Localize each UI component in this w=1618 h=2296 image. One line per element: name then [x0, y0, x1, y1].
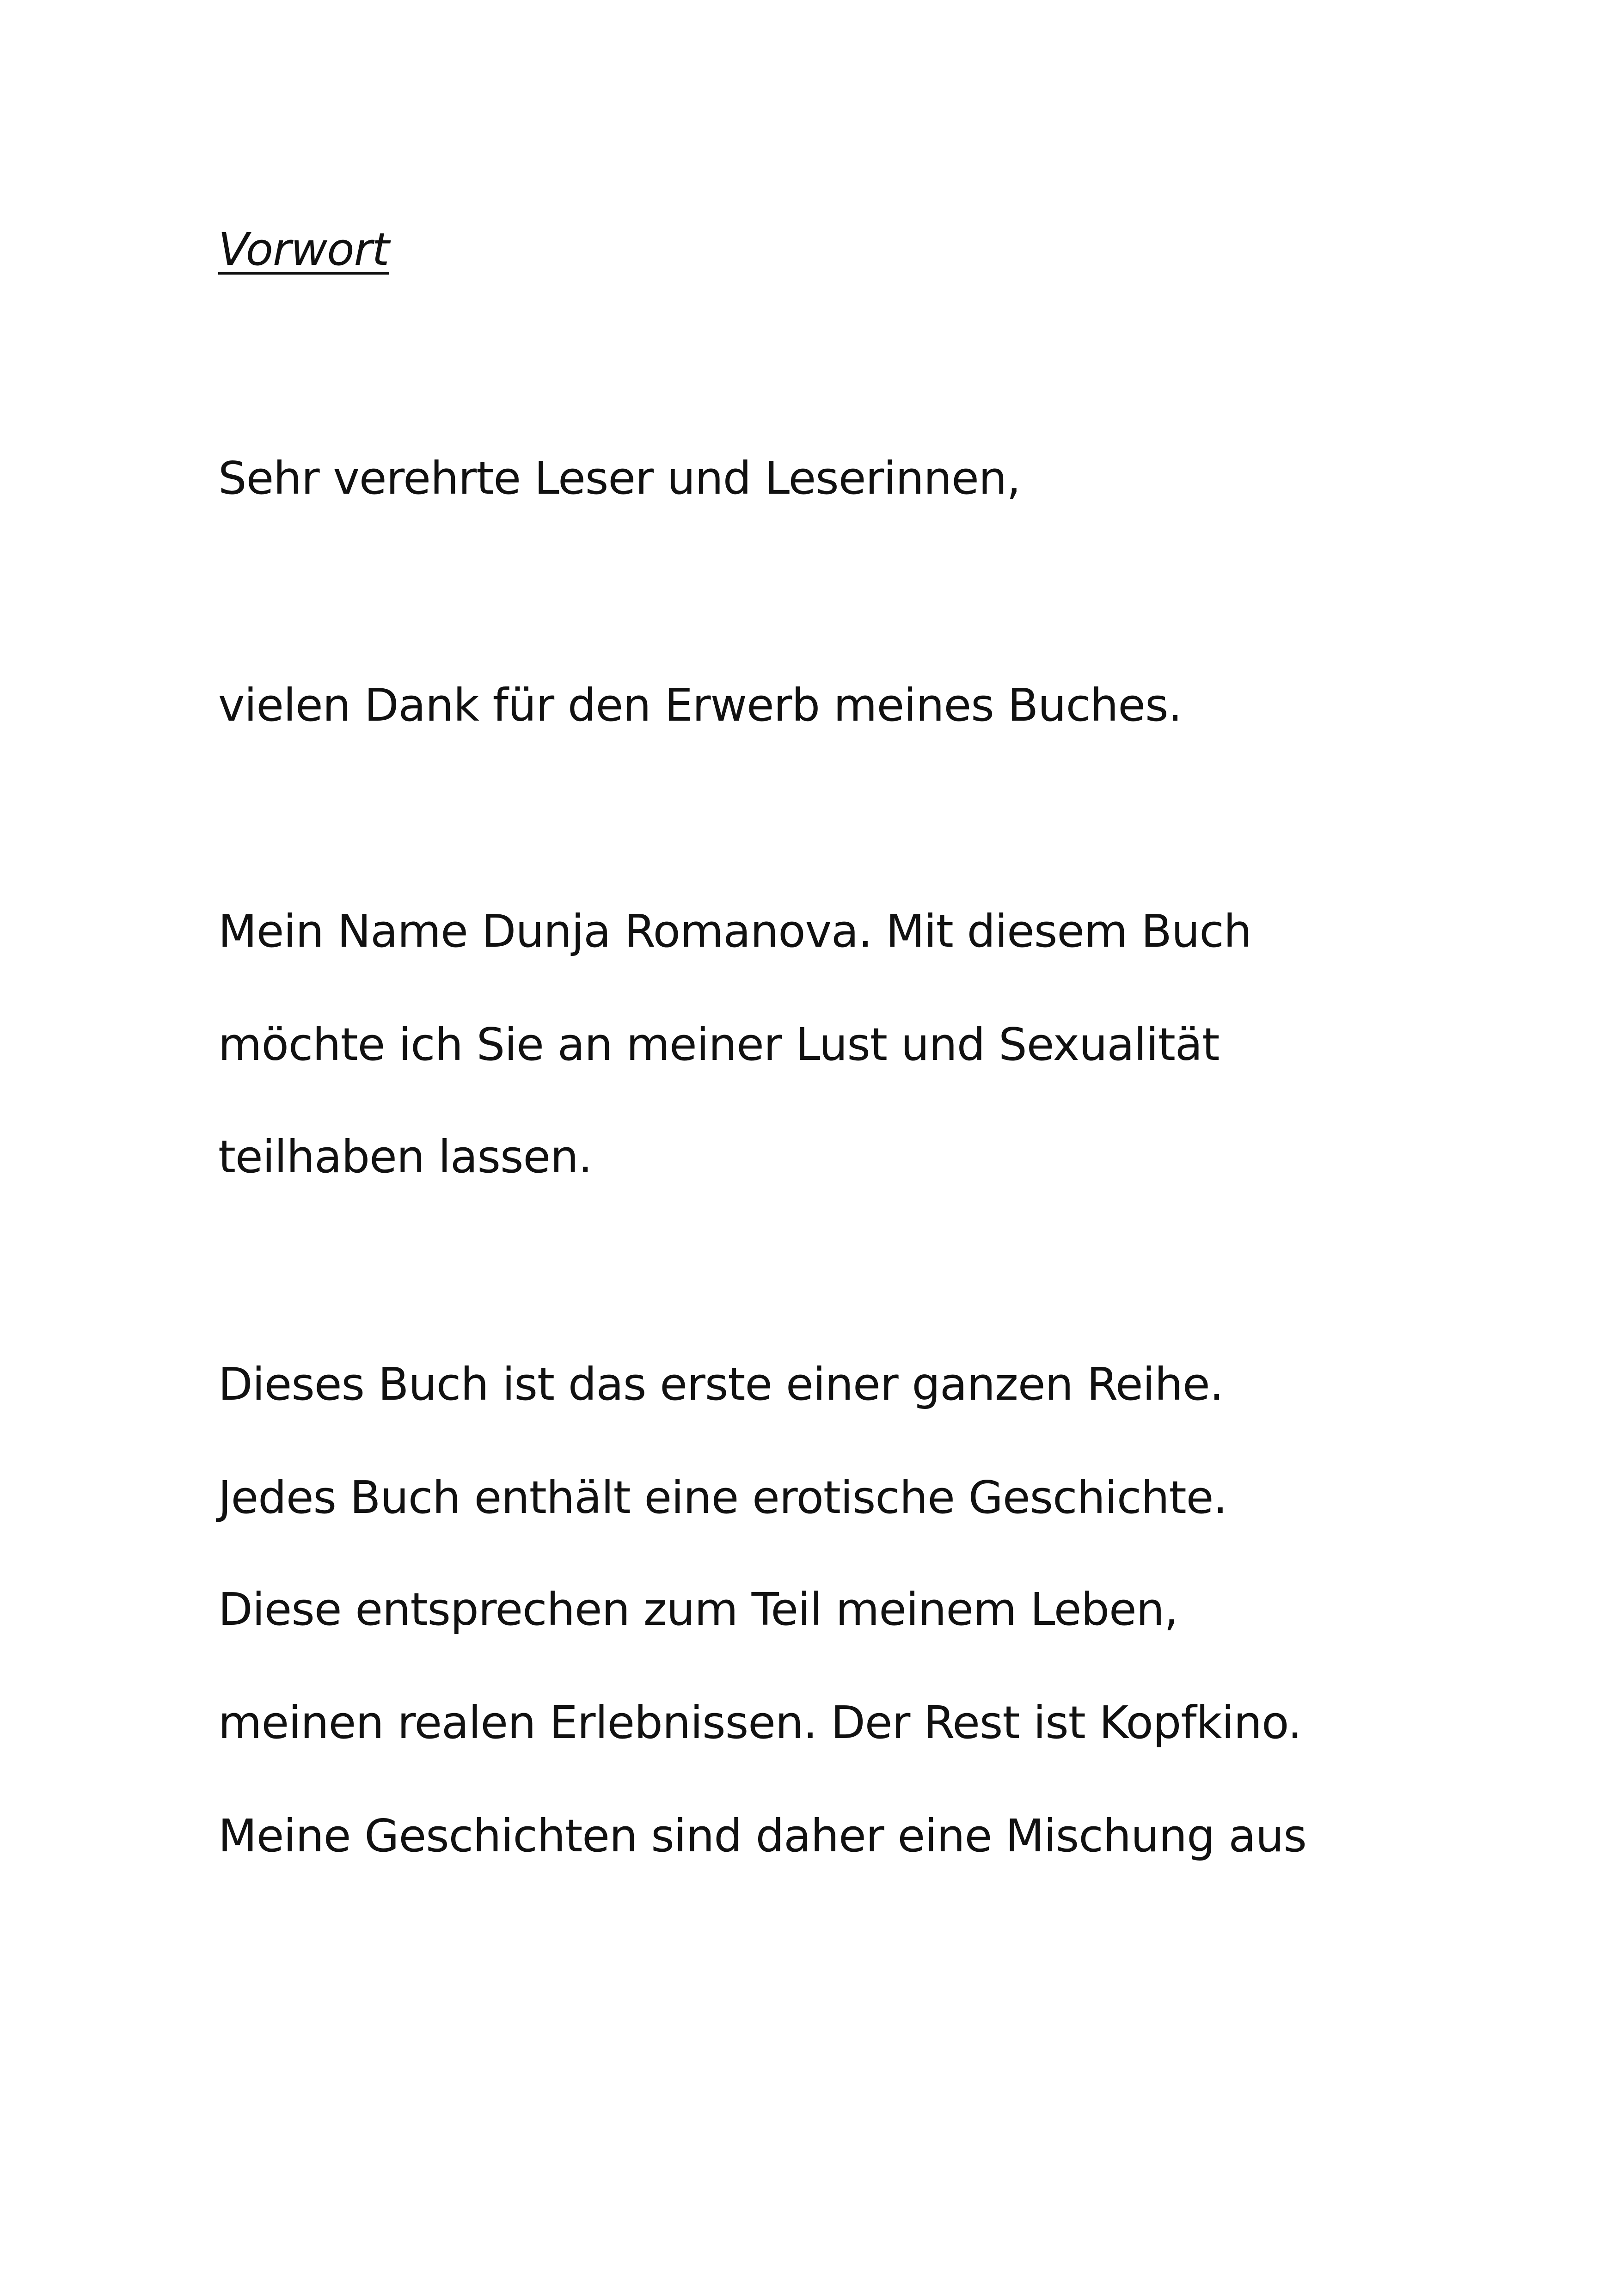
text-line: möchte ich Sie an meiner Lust und Sexualität — [218, 1018, 1220, 1071]
text-line: Mein Name Dunja Romanova. Mit diesem Buch — [218, 905, 1252, 957]
page-heading: Vorwort — [218, 223, 389, 276]
salutation: Sehr verehrte Leser und Leserinnen, — [218, 452, 1021, 504]
text-line: Diese entsprechen zum Teil meinem Leben, — [218, 1583, 1178, 1635]
text-line: teilhaben lassen. — [218, 1131, 592, 1183]
text-line: Dieses Buch ist das erste einer ganzen Reihe. — [218, 1358, 1224, 1410]
text-line: Jedes Buch enthält eine erotische Geschichte. — [218, 1471, 1227, 1524]
text-line: vielen Dank für den Erwerb meines Buches. — [218, 679, 1182, 731]
text-line: meinen realen Erlebnissen. Der Rest ist Kopfkino. — [218, 1696, 1302, 1749]
text-line: Meine Geschichten sind daher eine Mischung aus — [218, 1810, 1306, 1862]
